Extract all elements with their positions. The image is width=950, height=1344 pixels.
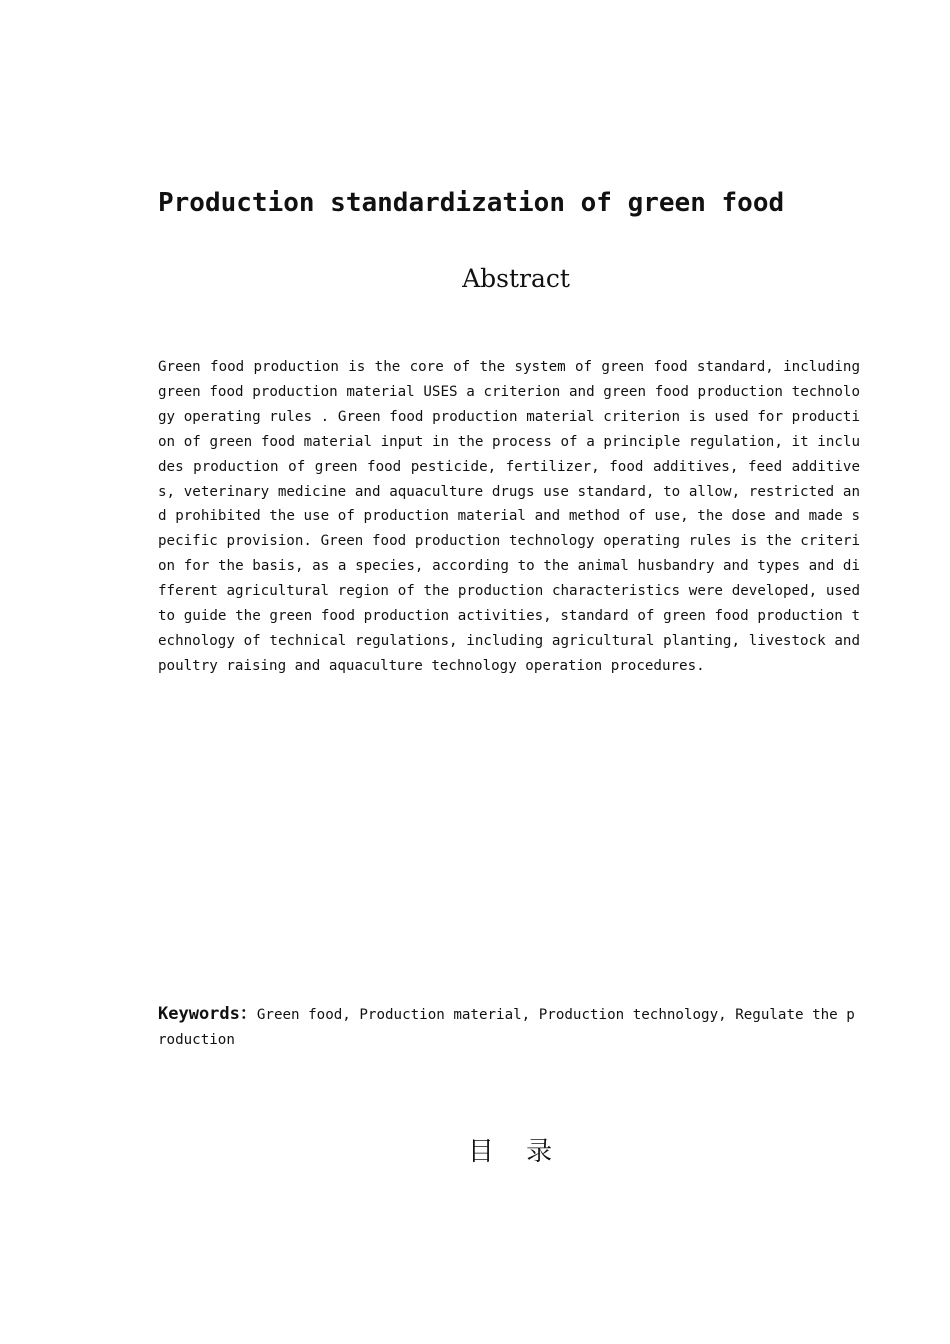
abstract-heading: Abstract	[462, 264, 570, 293]
keywords-paragraph	[158, 1002, 860, 1052]
table-of-contents-heading: 目 录	[467, 1137, 565, 1167]
abstract-body: Green food production is the core of the system of green food standard, including green food production material USES a criterion and green food production technology operating rules . Green food production material criterion is used for production of green food material input in the process of a principle regulation, it includes production of green food pesticide, fertilizer, food additives, feed additives, veterinary medicine and aquaculture drugs use standard, to allow, restricted and prohibited the use of production material and method of use, the dose and made specific provision. Green food production technology operating rules is the criterion for the basis, as a species, according to the animal husbandry and types and different agricultural region of the production characteristics were developed, used to guide the green food production activities, standard of green food production technology of technical regulations, including agricultural planting, livestock and poultry raising and aquaculture technology operation procedures.	[158, 359, 860, 674]
keywords-text: Green food, Production material, Production technology, Regulate the production	[158, 1007, 855, 1048]
document-title: Production standardization of green food	[158, 188, 785, 218]
keywords-label: Keywords：	[158, 1004, 257, 1024]
